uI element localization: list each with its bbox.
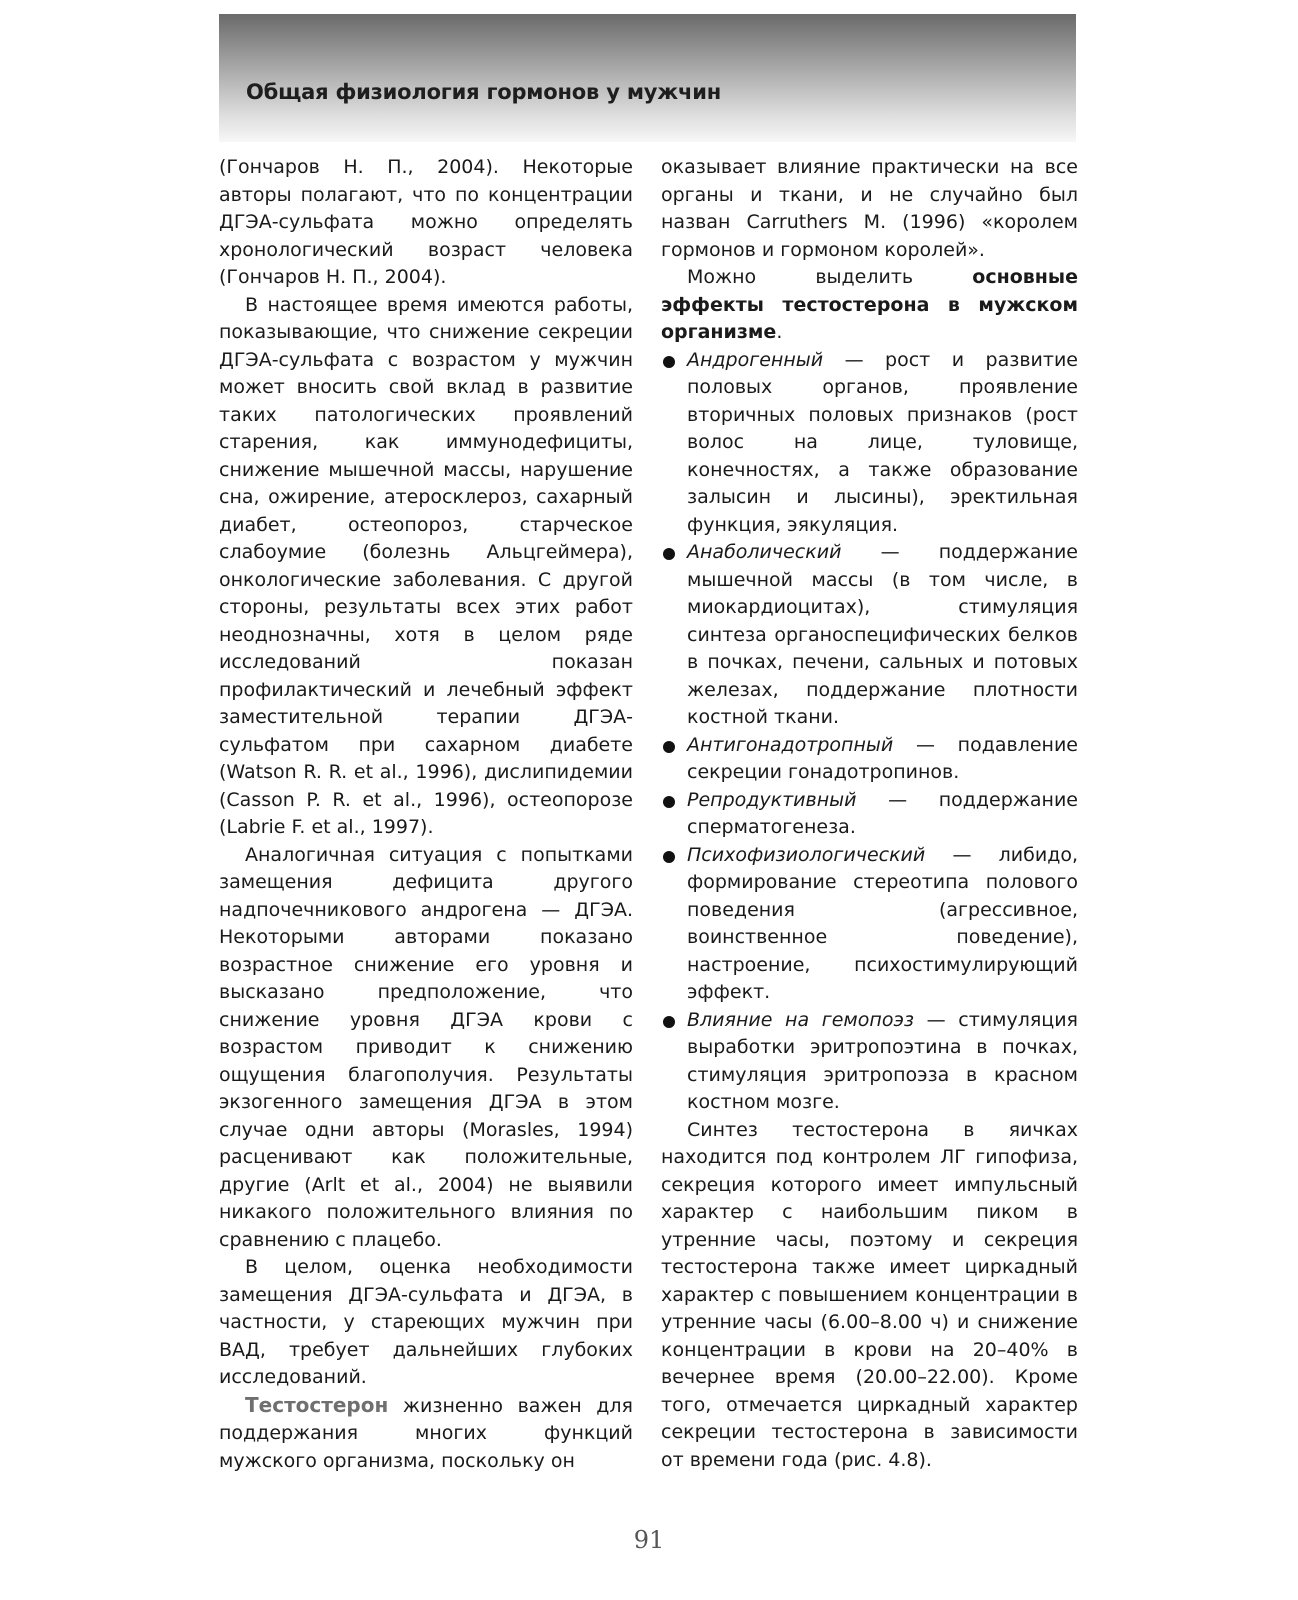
list-item xyxy=(661,787,1078,842)
right-column xyxy=(661,154,1078,1474)
effect-term: Психофизиологический xyxy=(687,843,926,866)
list-item xyxy=(661,539,1078,732)
paragraph: Аналогичная ситуация с попытками замещения дефицита другого надпочечникового андрогена — ДГЭА. Некоторыми авторами показано возрастное снижение его уровня и высказано предположение, что снижение уровня ДГЭА крови с возрастом приводит к снижению ощущения благополучия. Результаты экзогенного замещения ДГЭА в этом случае одни авторы (Morasles, 1994) расценивают как положительные, другие (Arlt et al., 2004) не выявили никакого положительного влияния по сравнению с плацебо. xyxy=(219,843,633,1251)
list-item xyxy=(661,732,1078,787)
paragraph: (Гончаров Н. П., 2004). Некоторые авторы полагают, что по концентрации ДГЭА-сульфата можно определять хронологический возраст человека (Гончаров Н. П., 2004). xyxy=(219,156,633,288)
paragraph: Синтез тестостерона в яичках находится под контролем ЛГ гипофиза, секреция которого имеет импульсный характер с наибольшим пиком в утренние часы, поэтому и секреция тестостерона также имеет циркадный характер с повышением концентрации в утренние часы (6.00–8.00 ч) и снижение концентрации в крови на 20–40% в вечернее время (20.00–22.00). Кроме того, отмечается циркадный характер секреции тестостерона в зависимости от времени года (рис. 4.8). xyxy=(661,1118,1078,1471)
paragraph-text: жизненно важен для поддержания многих функций мужского организма, поскольку он xyxy=(219,1394,633,1472)
effects-intro xyxy=(661,264,1078,347)
effect-term: Антигонадотропный xyxy=(687,733,894,756)
effect-text: — поддержание мышечной массы (в том числе, в миокардиоцитах), стимуляция синтеза органоспецифических белков в почках, печени, сальных и потовых железах, поддержание плотности костной ткани. xyxy=(687,541,1078,728)
effect-term: Анаболический xyxy=(687,541,842,563)
list-item xyxy=(661,1007,1078,1117)
paragraph-testosterone xyxy=(219,1392,633,1476)
effect-text: — стимуляция выработки эритропоэтина в почках, стимуляция эритропоэза в красном костном мозге. xyxy=(687,1008,1078,1113)
testosterone-term: Тестостерон xyxy=(245,1392,389,1417)
list-item xyxy=(661,347,1078,540)
effect-term: Влияние на гемопоэз xyxy=(687,1008,914,1031)
effect-text: — подавление секреции гонадотропинов. xyxy=(687,733,1078,783)
chapter-title: Общая физиология гормонов у мужчин xyxy=(246,80,722,104)
effect-text: — рост и развитие половых органов, проявление вторичных половых признаков (рост волос на лице, туловище, конечностях, а также образование залысин и лысины), эректильная функция, эякуляция. xyxy=(687,348,1078,536)
effects-intro-bold: основные эффекты тестостерона в мужском организме xyxy=(661,266,1078,343)
effect-term: Андрогенный xyxy=(687,348,824,371)
paragraph: В настоящее время имеются работы, показывающие, что снижение секреции ДГЭА-сульфата с возрастом у мужчин может вносить свой вклад в развитие таких патологических проявлений старения, как иммунодефициты, снижение мышечной массы, нарушение сна, ожирение, атеросклероз, сахарный диабет, остеопороз, старческое слабоумие (болезнь Альцгеймера), онкологические заболевания. С другой стороны, результаты всех этих работ неоднозначны, хотя в целом ряде исследований показан профилактический и лечебный эффект заместительной терапии ДГЭА-сульфатом при сахарном диабете (Watson R. R. et al., 1996), дислипидемии (Casson P. R. et al., 1996), остеопорозе (Labrie F. et al., 1997). xyxy=(219,293,633,838)
effects-list xyxy=(661,347,1078,1117)
page-number: 91 xyxy=(633,1526,665,1554)
effect-text: — либидо, формирование стереотипа полового поведения (агрессивное, воинственное поведение), настроение, психостимулирующий эффект. xyxy=(687,843,1078,1003)
paragraph: В целом, оценка необходимости замещения ДГЭА-сульфата и ДГЭА, в частности, у стареющих мужчин при ВАД, требует дальнейших глубоких исследований. xyxy=(219,1256,633,1388)
left-column xyxy=(219,154,633,1475)
effects-intro-lead: Можно выделить xyxy=(687,266,973,288)
list-item xyxy=(661,842,1078,1007)
effect-text: — поддержание сперматогенеза. xyxy=(687,788,1078,838)
effects-intro-end: . xyxy=(776,321,783,343)
paragraph: оказывает влияние практически на все органы и ткани, и не случайно был назван Carruthers M. (1996) «королем гормонов и гормоном королей». xyxy=(661,156,1078,261)
effect-term: Репродуктивный xyxy=(687,788,857,811)
chapter-header-bar xyxy=(219,14,1076,142)
